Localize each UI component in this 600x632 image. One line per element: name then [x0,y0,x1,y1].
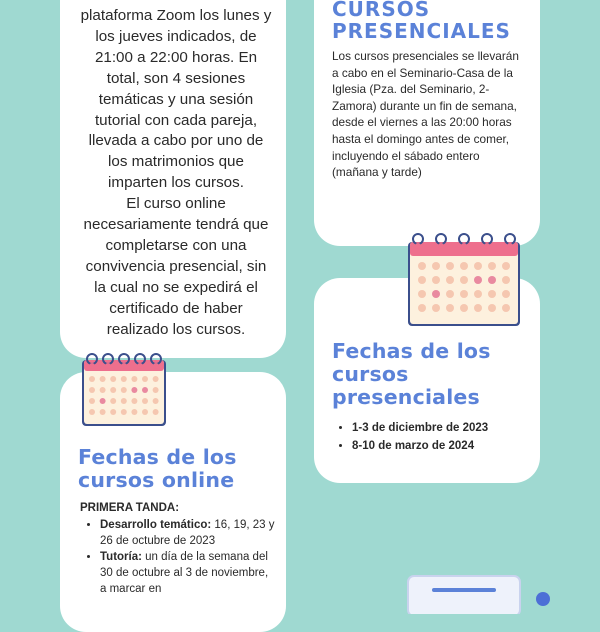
presencial-date-item: • 1-3 de diciembre de 2023 [352,419,530,437]
presencial-date-item: • 8-10 de marzo de 2024 [352,437,530,455]
tanda-item-desarrollo [100,517,276,549]
tanda-item-text: 16, 19, 23 y 26 de octubre de 2023 [100,519,275,547]
tanda-item-tutoria [100,549,276,597]
tanda-item-label: Tutoría: [100,551,142,563]
presencial-dates-title-line1: Fechas de los [332,339,491,363]
tanda-item-text: un día de la semana del 30 de octubre al 3 de noviembre, a marcar en [100,551,269,595]
presencial-body: Los cursos presenciales se llevarán a cabo en el Seminario-Casa de la Iglesia (Pza. del Seminario, 2- Zamora) durante un fin de semana, desde el viernes a las 20:00 horas hasta el domingo antes de comer, incluyendo el sábado entero (mañana y tarde) [332,49,519,180]
presencial-dates-title-line2: cursos [332,362,409,386]
tanda-label: PRIMERA TANDA: [80,502,180,514]
tanda-item-label: Desarrollo temático: [100,519,212,531]
online-dates-title-line1: Fechas de los [78,445,237,469]
presencial-title-line2: PRESENCIALES [332,19,511,43]
calendar-icon [80,352,168,428]
online-info-card [60,0,286,358]
presencial-dates-title-line3: presenciales [332,385,480,409]
presencial-title-line1: CURSOS [332,0,431,21]
decorative-dot [536,592,550,606]
online-info-paragraph: plataforma Zoom los lunes y los jueves indicados, de 21:00 a 22:00 horas. En total, son 4 sesiones temáticas y una sesión tutorial con cada pareja, llevada a cabo por uno de los matrimonios que imparten los cursos. [80,7,272,192]
presencial-dates-list [332,419,530,455]
tanda-list [74,517,276,597]
document-icon [406,574,522,614]
online-requirement-paragraph: El curso online necesariamente tendrá que completarse con una convivencia presencial, sin la cual no se expedirá el certificado de haber realizado los cursos. [83,195,269,338]
calendar-icon [406,232,522,328]
online-dates-title-line2: cursos online [78,468,235,492]
presencial-info-card [314,0,540,246]
